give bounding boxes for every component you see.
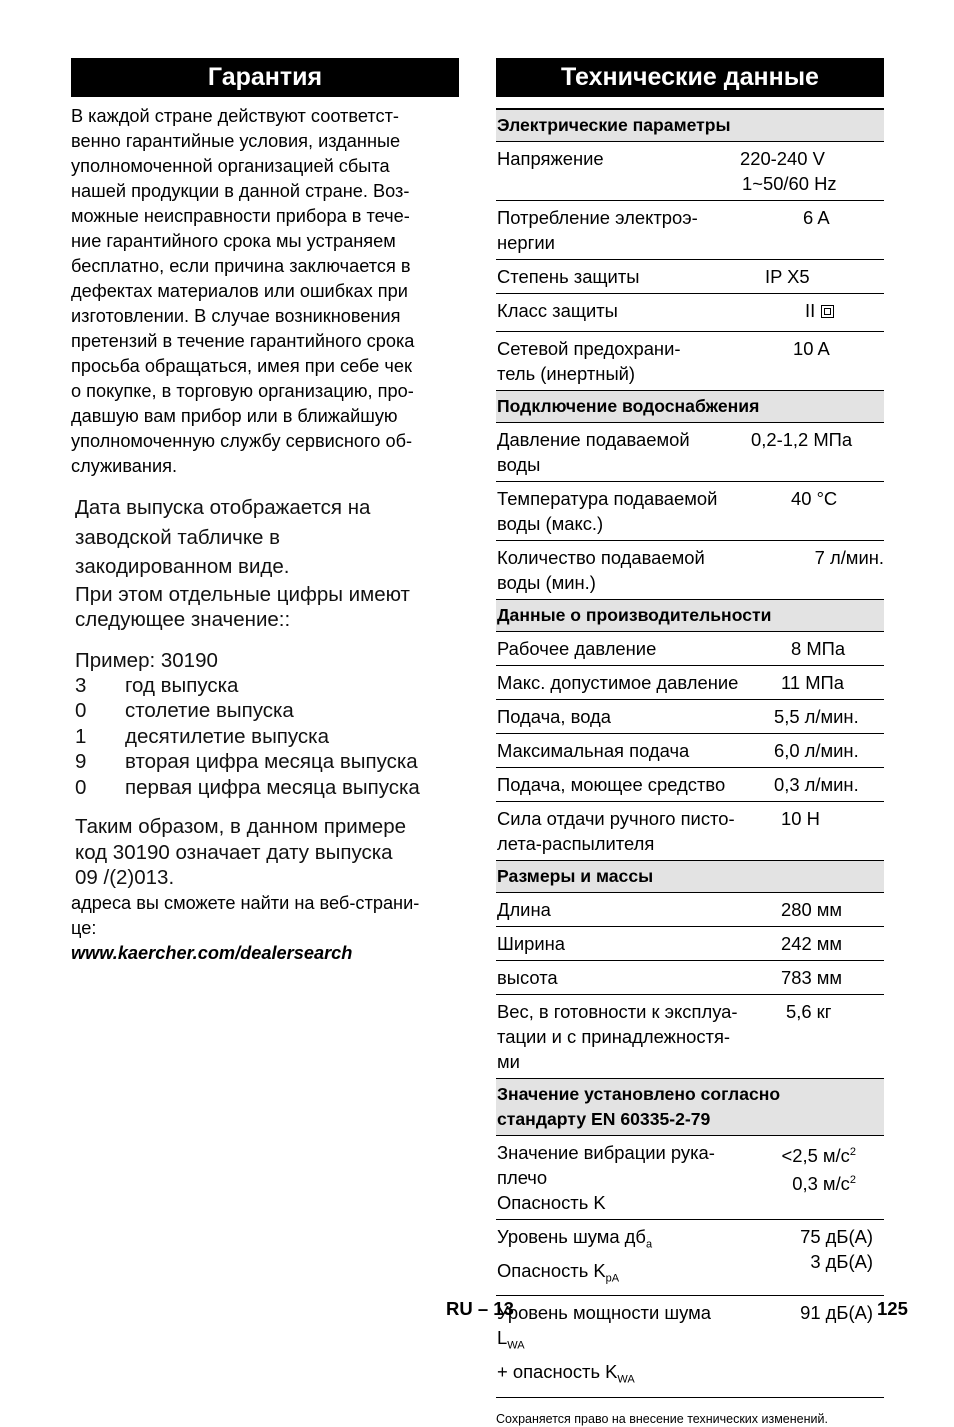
label-line: лета-распылителя — [497, 833, 655, 854]
row-value: 783 мм — [739, 961, 884, 995]
dealer-search-link[interactable]: www.kaercher.com/dealersearch — [71, 942, 353, 963]
category-dimensions: Размеры и массы — [496, 861, 884, 893]
warranty-line: давшую вам прибор или в ближайшую — [71, 406, 398, 426]
row-value — [739, 294, 884, 332]
label-text: Уровень шума дб — [497, 1226, 646, 1247]
category-row — [496, 600, 884, 632]
label-text: Опасность K — [497, 1259, 606, 1281]
row-label — [496, 1136, 739, 1220]
row-label: Подача, вода — [496, 700, 739, 734]
row-label — [496, 201, 739, 260]
footnote: Сохраняется право на внесение технических изменений. — [496, 1411, 828, 1426]
row-value — [739, 1220, 884, 1296]
table-row — [496, 893, 884, 927]
table-row — [496, 961, 884, 995]
row-value: 10 A — [739, 332, 884, 391]
summary-line: код 30190 означает дату выпуска — [75, 840, 393, 864]
category-standard — [496, 1079, 884, 1136]
table-row — [496, 201, 884, 260]
row-value: 91 дБ(A) — [739, 1296, 884, 1397]
table-row — [496, 768, 884, 802]
value-line: 220-240 V — [740, 148, 825, 169]
warranty-line: претензий в течение гарантийного срока — [71, 331, 415, 351]
warranty-title: Гарантия — [71, 58, 459, 97]
row-value: 242 мм — [739, 927, 884, 961]
date-line: заводской табличке в — [75, 525, 281, 549]
label-line: тель (инертный) — [497, 363, 636, 384]
digit: 3 — [75, 673, 87, 697]
row-value: 6 A — [739, 201, 884, 260]
table-row — [496, 294, 884, 332]
row-value: 0,2-1,2 МПа — [739, 423, 884, 482]
category-performance: Данные о производительности — [496, 600, 884, 632]
table-row — [496, 423, 884, 482]
page-label: RU – 13 — [446, 1298, 514, 1319]
digit-row — [75, 775, 459, 801]
vibration-value: <2,5 м/с — [781, 1145, 850, 1167]
warranty-line: просьба обращаться, имея при себе чек — [71, 356, 412, 376]
digit-row — [75, 724, 459, 750]
label-line: воды — [497, 454, 541, 475]
row-value: 11 МПа — [739, 666, 884, 700]
warranty-section — [71, 58, 459, 966]
meaning-line: При этом отдельные цифры имеют — [75, 582, 410, 606]
example-label: Пример: 30190 — [75, 648, 218, 672]
row-label: Степень защиты — [496, 260, 739, 294]
label-line: Количество подаваемой — [497, 547, 705, 568]
vibration-uncertainty: 0,3 м/с — [792, 1173, 850, 1195]
label-line: воды (макс.) — [497, 513, 604, 534]
digit: 9 — [75, 750, 87, 773]
summary-line: Таким образом, в данном примере — [75, 815, 407, 838]
label-text: Уровень мощности шума L — [497, 1302, 711, 1349]
category-row — [496, 861, 884, 893]
digit-row — [75, 673, 459, 699]
row-label — [496, 423, 739, 482]
value-line: 75 дБ(A) — [800, 1226, 873, 1247]
table-row — [496, 541, 884, 600]
tech-title: Технические данные — [496, 58, 884, 97]
warranty-line: ние гарантийного срока мы устраняем — [71, 231, 396, 251]
row-value: 5,6 кг — [739, 995, 884, 1079]
warranty-line: венно гарантийные условия, изданные — [71, 131, 401, 151]
category-row — [496, 1079, 884, 1136]
label-line: Сетевой предохрани- — [497, 338, 681, 359]
row-value: 40 °C — [739, 482, 884, 541]
label-line: Опасность K — [497, 1192, 606, 1213]
row-value — [739, 142, 884, 201]
label-line — [497, 1224, 739, 1258]
warranty-line: можные неисправности прибора в тече- — [71, 206, 410, 226]
exponent: 2 — [849, 1174, 856, 1187]
warranty-line: В каждой стране действуют соответст- — [71, 106, 399, 126]
label-line: Температура подаваемой — [497, 488, 718, 509]
label-line — [497, 1258, 739, 1292]
row-label — [496, 482, 739, 541]
row-label: Рабочее давление — [496, 632, 739, 666]
date-line: Дата выпуска отображается на — [75, 496, 371, 519]
label-line: тации и с принадлежностя- — [497, 1026, 731, 1047]
category-water: Подключение водоснабжения — [496, 391, 884, 423]
label-line: ми — [497, 1051, 520, 1072]
date-line: закодированном виде. — [75, 555, 290, 578]
address-line: це: — [71, 917, 97, 938]
digit-meaning: первая цифра месяца выпуска — [125, 775, 420, 799]
warranty-line: нашей продукции в данной стране. Воз- — [71, 181, 410, 201]
row-label — [496, 995, 739, 1079]
row-label — [496, 332, 739, 391]
category-line: стандарту EN 60335-2-79 — [497, 1109, 711, 1129]
table-row — [496, 482, 884, 541]
row-label — [496, 1220, 739, 1296]
value-line: 1~50/60 Hz — [742, 173, 837, 194]
address-line: адреса вы сможете найти на веб-страни- — [71, 892, 420, 913]
table-row — [496, 995, 884, 1079]
row-label — [496, 541, 739, 600]
label-line: Потребление электроэ- — [497, 207, 698, 228]
class-value: II — [805, 300, 816, 321]
category-row — [496, 109, 884, 142]
label-line: плечо — [497, 1167, 548, 1188]
value-line — [740, 1140, 856, 1168]
label-text: + опасность K — [497, 1361, 618, 1383]
value-line — [740, 1168, 856, 1196]
page-number: 125 — [877, 1298, 908, 1319]
row-label: высота — [496, 961, 739, 995]
tech-table — [496, 108, 884, 1398]
row-value: 10 Н — [739, 802, 884, 861]
exponent: 2 — [849, 1146, 856, 1158]
subscript: a — [645, 1238, 653, 1251]
warranty-line: изготовлении. В случае возникновения — [71, 306, 401, 326]
row-label: Максимальная подача — [496, 734, 739, 768]
row-value: IP X5 — [739, 260, 884, 294]
row-value: 5,5 л/мин. — [739, 700, 884, 734]
table-row — [496, 332, 884, 391]
label-line: нергии — [497, 232, 555, 253]
table-row — [496, 1220, 884, 1296]
table-row — [496, 632, 884, 666]
value-line: 3 дБ(A) — [810, 1251, 873, 1272]
digit-meaning: столетие выпуска — [125, 699, 294, 722]
table-row — [496, 1136, 884, 1220]
digit-row — [75, 698, 459, 724]
digit: 0 — [75, 775, 87, 799]
category-row — [496, 391, 884, 423]
meaning-line: следующее значение:: — [75, 607, 291, 631]
warranty-line: служивания. — [71, 456, 178, 476]
tech-section — [496, 58, 884, 1427]
subscript: WA — [507, 1340, 525, 1353]
table-row — [496, 734, 884, 768]
label-line: воды (мин.) — [497, 572, 596, 593]
row-value: 280 мм — [739, 893, 884, 927]
address-note — [71, 891, 459, 941]
warranty-line: дефектах материалов или ошибках при — [71, 281, 408, 301]
label-line: Сила отдачи ручного писто- — [497, 808, 735, 829]
label-line — [497, 1300, 739, 1359]
row-label: Подача, моющее средство — [496, 768, 739, 802]
digit-row — [75, 749, 459, 775]
category-line: Значение установлено согласно — [497, 1084, 781, 1104]
subscript: WA — [617, 1373, 635, 1386]
summary — [75, 814, 459, 891]
warranty-line: уполномоченной организацией сбыта — [71, 156, 390, 176]
label-line: Вес, в готовности к эксплуа- — [497, 1001, 738, 1022]
digit: 0 — [75, 699, 87, 722]
table-row — [496, 802, 884, 861]
digit: 1 — [75, 724, 87, 748]
label-line: Давление подаваемой — [497, 429, 690, 450]
row-label — [496, 802, 739, 861]
production-date-block — [71, 493, 459, 891]
digit-meaning: десятилетие выпуска — [125, 724, 329, 748]
row-value: 8 МПа — [739, 632, 884, 666]
row-label: Напряжение — [496, 142, 739, 201]
warranty-line: о покупке, в торговую организацию, про- — [71, 381, 414, 401]
table-row — [496, 142, 884, 201]
row-label — [496, 1296, 739, 1397]
label-line — [497, 1359, 739, 1393]
digit-meaning: год выпуска — [125, 673, 239, 697]
row-label: Макс. допустимое давление — [496, 666, 739, 700]
row-label: Ширина — [496, 927, 739, 961]
row-value — [739, 1136, 884, 1220]
row-label: Класс защиты — [496, 294, 739, 332]
row-value: 0,3 л/мин. — [739, 768, 884, 802]
warranty-paragraph — [71, 104, 459, 479]
row-label: Длина — [496, 893, 739, 927]
warranty-line: бесплатно, если причина заключается в — [71, 256, 411, 276]
category-electrical: Электрические параметры — [496, 109, 884, 142]
table-row — [496, 666, 884, 700]
table-row — [496, 260, 884, 294]
table-row — [496, 700, 884, 734]
subscript: pA — [605, 1272, 620, 1285]
table-row — [496, 927, 884, 961]
row-value: 7 л/мин. — [739, 541, 884, 600]
protection-class-icon — [821, 305, 834, 318]
label-line: Значение вибрации рука- — [497, 1142, 715, 1163]
digit-meaning: вторая цифра месяца выпуска — [125, 750, 418, 773]
warranty-line: уполномоченную службу сервисного об- — [71, 431, 413, 451]
summary-line: 09 /(2)013. — [75, 866, 175, 889]
table-row — [496, 1296, 884, 1397]
row-value: 6,0 л/мин. — [739, 734, 884, 768]
